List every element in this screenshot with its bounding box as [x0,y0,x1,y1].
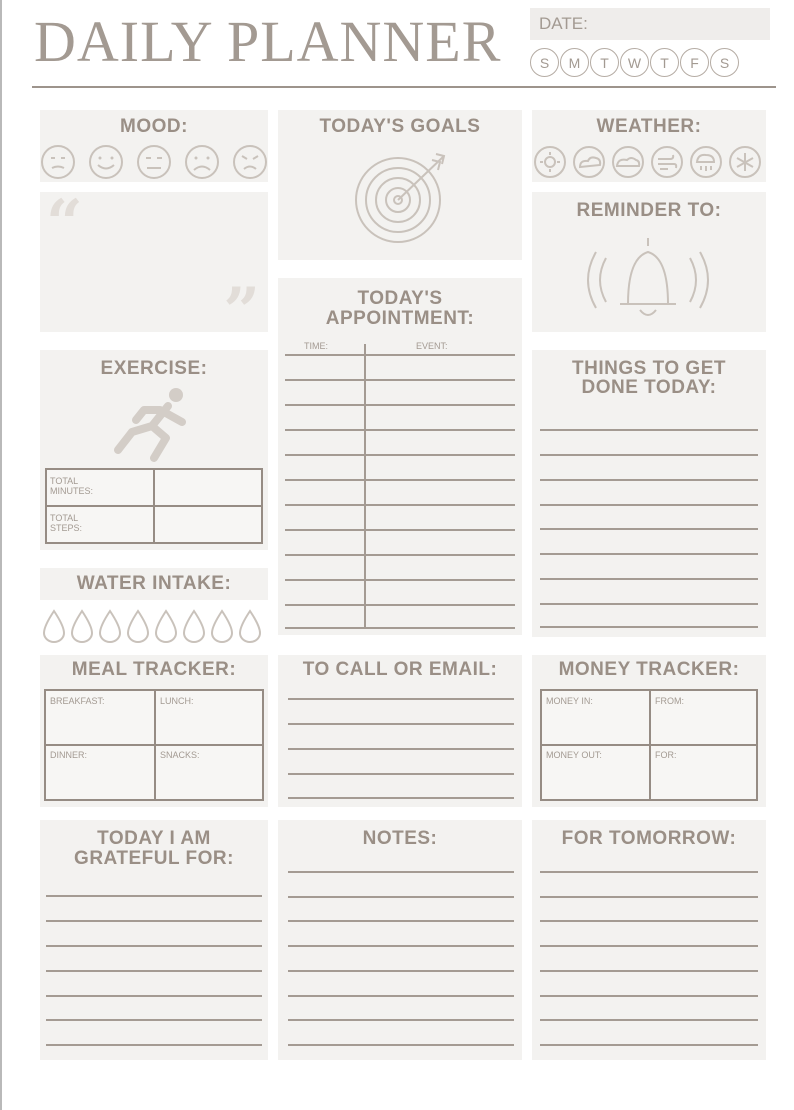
appointment-line[interactable] [285,454,515,456]
notes-line[interactable] [288,995,514,997]
time-column-label: TIME: [304,341,328,351]
bell-icon [584,230,714,330]
water-drops [40,608,270,644]
snow-icon[interactable] [730,147,760,177]
grateful-line[interactable] [46,995,262,997]
appointment-line[interactable] [285,579,515,581]
target-icon [340,148,460,248]
grateful-line[interactable] [46,1019,262,1021]
runner-icon [110,386,200,466]
mood-face-4-icon[interactable] [186,146,218,178]
todo-line[interactable] [540,626,758,628]
notes-line[interactable] [288,1019,514,1021]
mood-face-3-icon[interactable] [138,146,170,178]
call-line[interactable] [288,748,514,750]
water-drop-icon[interactable] [240,611,260,642]
water-drop-icon[interactable] [44,611,64,642]
lunch-label: LUNCH: [160,696,194,706]
sun-icon[interactable] [535,147,565,177]
reminder-section [532,192,766,332]
meal-table-divider [46,744,262,746]
meal-heading: MEAL TRACKER: [71,659,237,680]
mood-face-1-icon[interactable] [42,146,74,178]
call-line[interactable] [288,723,514,725]
money-table-divider [542,744,756,746]
tomorrow-line[interactable] [540,920,758,922]
cloudy-icon[interactable] [613,147,643,177]
grateful-line[interactable] [46,1044,262,1046]
appointment-line[interactable] [285,529,515,531]
partly-cloudy-icon[interactable] [574,147,604,177]
weekday-selector [530,48,739,77]
grateful-line[interactable] [46,970,262,972]
mood-face-5-icon[interactable] [234,146,266,178]
call-line[interactable] [288,797,514,799]
tomorrow-line[interactable] [540,1019,758,1021]
day-monday[interactable]: M [560,48,589,77]
call-heading: TO CALL OR EMAIL: [302,659,498,680]
money-table [540,689,758,801]
page-left-edge [0,0,2,1110]
day-sunday[interactable]: S [530,48,559,77]
appointment-line[interactable] [285,354,515,356]
appointment-line[interactable] [285,504,515,506]
tomorrow-line[interactable] [540,995,758,997]
water-drop-icon[interactable] [128,611,148,642]
tomorrow-section [532,820,766,1060]
windy-icon[interactable] [652,147,682,177]
day-wednesday[interactable]: W [620,48,649,77]
weather-heading: WEATHER: [596,116,702,137]
grateful-line[interactable] [46,945,262,947]
notes-line[interactable] [288,896,514,898]
mood-section [40,110,268,182]
reminder-heading: REMINDER TO: [576,200,722,221]
grateful-heading-line1: TODAY I AM [97,828,211,849]
grateful-line[interactable] [46,895,262,897]
appointment-column-divider [364,344,366,628]
day-thursday[interactable]: T [650,48,679,77]
todo-line[interactable] [540,553,758,555]
tomorrow-line[interactable] [540,945,758,947]
exercise-table [45,468,263,544]
money-in-label: MONEY IN: [546,696,593,706]
mood-faces [40,140,268,180]
call-line[interactable] [288,698,514,700]
water-drop-icon[interactable] [184,611,204,642]
day-tuesday[interactable]: T [590,48,619,77]
open-quote-icon: “ [46,186,83,261]
todo-line[interactable] [540,504,758,506]
notes-line[interactable] [288,945,514,947]
goals-heading: TODAY'S GOALS [319,116,481,137]
call-line[interactable] [288,773,514,775]
water-drop-icon[interactable] [156,611,176,642]
tomorrow-heading: FOR TOMORROW: [561,828,737,849]
exercise-section [40,350,268,550]
appointment-line[interactable] [285,404,515,406]
date-label: DATE: [539,14,588,33]
appointment-heading-line1: TODAY'S [357,288,443,309]
grateful-section [40,820,268,1060]
todo-line[interactable] [540,479,758,481]
from-label: FROM: [655,696,684,706]
snacks-label: SNACKS: [160,750,200,760]
goals-section [278,110,522,260]
todo-line[interactable] [540,603,758,605]
grateful-heading-line2: GRATEFUL FOR: [74,848,234,869]
meal-section [40,655,268,807]
close-quote-icon: ” [223,274,260,349]
money-section [532,655,766,807]
rain-icon[interactable] [691,147,721,177]
page-title: DAILY PLANNER [34,9,502,74]
quote-section [40,186,268,349]
appointment-line[interactable] [285,479,515,481]
meal-table [44,689,264,801]
appointment-line[interactable] [285,379,515,381]
appointment-line[interactable] [285,604,515,606]
water-drop-icon[interactable] [72,611,92,642]
water-heading-bar [40,568,268,600]
exercise-heading: EXERCISE: [100,358,208,379]
tomorrow-line[interactable] [540,896,758,898]
appointment-line[interactable] [285,554,515,556]
event-column-label: EVENT: [416,341,448,351]
things-heading-line2: DONE TODAY: [581,377,717,398]
weather-section [532,110,766,182]
todo-line[interactable] [540,578,758,580]
total-steps-label: TOTAL STEPS: [50,513,83,533]
notes-line[interactable] [288,871,514,873]
day-saturday[interactable]: S [710,48,739,77]
appointment-heading-line2: APPOINTMENT: [325,308,475,329]
for-label: FOR: [655,750,677,760]
todo-line[interactable] [540,528,758,530]
mood-heading: MOOD: [120,116,188,137]
breakfast-label: BREAKFAST: [50,696,105,706]
dinner-label: DINNER: [50,750,88,760]
tomorrow-line[interactable] [540,970,758,972]
appointment-section [278,278,522,635]
money-out-label: MONEY OUT: [546,750,602,760]
water-drop-icon[interactable] [212,611,232,642]
total-minutes-label: TOTAL MINUTES: [50,476,94,496]
tomorrow-line[interactable] [540,871,758,873]
water-drop-icon[interactable] [100,611,120,642]
notes-line[interactable] [288,920,514,922]
appointment-line[interactable] [285,627,515,629]
grateful-line[interactable] [46,920,262,922]
header-divider [32,86,776,88]
notes-line[interactable] [288,1044,514,1046]
todo-line[interactable] [540,454,758,456]
things-section [532,350,766,637]
date-field[interactable] [530,8,770,40]
call-section [278,655,522,807]
day-friday[interactable]: F [680,48,709,77]
exercise-table-divider [47,505,261,507]
things-heading-line1: THINGS TO GET [572,358,726,379]
notes-line[interactable] [288,970,514,972]
notes-section [278,820,522,1060]
mood-face-2-icon[interactable] [90,146,122,178]
tomorrow-line[interactable] [540,1044,758,1046]
water-heading: WATER INTAKE: [76,573,232,594]
weather-icons [532,140,766,180]
todo-line[interactable] [540,429,758,431]
appointment-line[interactable] [285,429,515,431]
money-heading: MONEY TRACKER: [558,659,740,680]
notes-heading: NOTES: [362,828,438,849]
